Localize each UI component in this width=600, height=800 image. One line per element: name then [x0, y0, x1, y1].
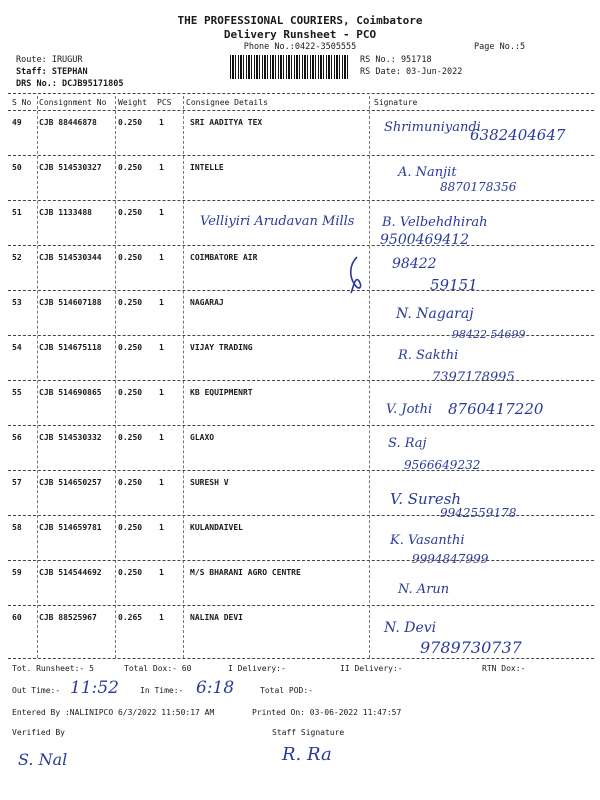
row-consignment: CJB 514530344: [39, 253, 102, 262]
col-separator: [369, 96, 370, 658]
row-divider: [8, 425, 594, 426]
row-pcs: 1: [159, 343, 164, 352]
row-consignee: SRI AADITYA TEX: [190, 118, 263, 127]
rs-number: RS No.: 951718: [360, 55, 432, 65]
row-pcs: 1: [159, 298, 164, 307]
row-weight: 0.250: [118, 298, 143, 307]
col-separator: [183, 96, 184, 658]
handwritten-scribble: [345, 255, 367, 295]
i-delivery: I Delivery:-: [228, 664, 286, 673]
row-consignment: CJB 88446878: [39, 118, 97, 127]
printed-on: Printed On: 03-06-2022 11:47:57: [252, 708, 402, 717]
row-consignee: M/S BHARANI AGRO CENTRE: [190, 568, 301, 577]
row-pcs: 1: [159, 163, 164, 172]
handwritten-in-time: 6:18: [196, 678, 235, 698]
handwritten-phone: 9994847999: [412, 552, 489, 566]
handwritten-phone: 98422: [392, 256, 437, 272]
row-consignee: KULANDAIVEL: [190, 523, 243, 532]
ii-delivery: II Delivery:-: [340, 664, 403, 673]
handwritten-signature: V. Suresh: [390, 490, 462, 508]
row-sno: 51: [12, 208, 22, 217]
row-divider: [8, 245, 594, 246]
handwritten-note: 59151: [430, 276, 478, 294]
row-weight: 0.265: [118, 613, 143, 622]
col-header-weight: Weight: [118, 98, 147, 107]
row-divider: [8, 200, 594, 201]
row-pcs: 1: [159, 253, 164, 262]
handwritten-phone: 9942559178: [440, 506, 517, 520]
handwritten-signature: N. Arun: [398, 582, 450, 597]
row-pcs: 1: [159, 208, 164, 217]
col-header-consignee: Consignee Details: [186, 98, 268, 107]
staff-signature: R. Ra: [282, 744, 332, 765]
handwritten-phone: 9500469412: [380, 232, 470, 248]
row-divider: [8, 335, 594, 336]
handwritten-phone: 6382404647: [470, 126, 566, 144]
barcode: [230, 55, 350, 79]
row-pcs: 1: [159, 118, 164, 127]
col-header-signature: Signature: [374, 98, 418, 107]
handwritten-phone: 98422 54699: [452, 328, 526, 341]
company-name: THE PROFESSIONAL COURIERS, Coimbatore: [177, 14, 423, 27]
total-dox: Total Dox:- 60: [124, 664, 192, 673]
row-consignment: CJB 514530327: [39, 163, 102, 172]
row-weight: 0.250: [118, 478, 143, 487]
row-consignment: CJB 514544692: [39, 568, 102, 577]
row-sno: 58: [12, 523, 22, 532]
handwritten-signature: N. Devi: [384, 620, 437, 636]
row-pcs: 1: [159, 568, 164, 577]
table-bottom-rule: [8, 658, 594, 659]
handwritten-consignee: Velliyiri Arudavan Mills: [200, 214, 355, 229]
table-top-rule: [8, 93, 594, 94]
row-consignee: SURESH V: [190, 478, 229, 487]
row-consignment: CJB 514650257: [39, 478, 102, 487]
col-header-consignment: Consignment No: [39, 98, 107, 107]
rtn-dox: RTN Dox:-: [482, 664, 526, 673]
row-weight: 0.250: [118, 523, 143, 532]
row-sno: 53: [12, 298, 22, 307]
route: Route: IRUGUR: [16, 55, 83, 65]
row-weight: 0.250: [118, 388, 143, 397]
row-consignment: CJB 514690865: [39, 388, 102, 397]
handwritten-signature: V. Jothi: [386, 402, 433, 417]
row-consignment: CJB 514659781: [39, 523, 102, 532]
col-separator: [115, 96, 116, 658]
row-consignee: NAGARAJ: [190, 298, 224, 307]
row-consignment: CJB 88525967: [39, 613, 97, 622]
phone-number: Phone No.:0422-3505555: [243, 42, 357, 52]
row-consignment: CJB 514530332: [39, 433, 102, 442]
row-divider: [8, 380, 594, 381]
handwritten-signature: K. Vasanthi: [390, 533, 465, 548]
row-sno: 59: [12, 568, 22, 577]
row-consignee: COIMBATORE AIR: [190, 253, 258, 262]
entered-by: Entered By :NALINIPCO 6/3/2022 11:50:17 AM: [12, 708, 215, 717]
row-sno: 50: [12, 163, 22, 172]
row-sno: 60: [12, 613, 22, 622]
handwritten-phone: 8760417220: [448, 400, 544, 418]
row-consignment: CJB 514675118: [39, 343, 102, 352]
col-header-pcs: PCS: [157, 98, 172, 107]
row-sno: 56: [12, 433, 22, 442]
handwritten-signature: Shrimuniyandi: [384, 120, 481, 135]
row-consignee: GLAXO: [190, 433, 215, 442]
row-pcs: 1: [159, 523, 164, 532]
row-divider: [8, 155, 594, 156]
in-time-label: In Time:-: [140, 686, 184, 695]
handwritten-out-time: 11:52: [70, 678, 119, 698]
row-consignee: NALINA DEVI: [190, 613, 243, 622]
handwritten-signature: S. Raj: [388, 436, 427, 451]
row-pcs: 1: [159, 478, 164, 487]
row-divider: [8, 515, 594, 516]
tot-runsheet: Tot. Runsheet:- 5: [12, 664, 94, 673]
verified-by-signature: S. Nal: [18, 750, 68, 769]
row-sno: 55: [12, 388, 22, 397]
row-sno: 49: [12, 118, 22, 127]
row-weight: 0.250: [118, 253, 143, 262]
row-consignee: VIJAY TRADING: [190, 343, 253, 352]
staff-signature-label: Staff Signature: [272, 728, 345, 737]
staff: Staff: STEPHAN: [16, 67, 88, 77]
handwritten-phone: 8870178356: [440, 180, 517, 194]
col-header-sno: S No: [12, 98, 32, 107]
row-weight: 0.250: [118, 433, 143, 442]
row-sno: 54: [12, 343, 22, 352]
row-weight: 0.250: [118, 208, 143, 217]
handwritten-phone: 9566649232: [404, 458, 481, 472]
row-sno: 57: [12, 478, 22, 487]
row-consignee: INTELLE: [190, 163, 224, 172]
handwritten-phone: 7397178995: [432, 370, 515, 385]
handwritten-phone: 9789730737: [420, 638, 522, 657]
page-number: Page No.:5: [474, 42, 526, 52]
row-divider: [8, 290, 594, 291]
row-consignment: CJB 514607188: [39, 298, 102, 307]
sheet-title: Delivery Runsheet - PCO: [223, 28, 377, 41]
total-pod: Total POD:-: [260, 686, 313, 695]
row-pcs: 1: [159, 388, 164, 397]
row-consignee: KB EQUIPMENRT: [190, 388, 253, 397]
rs-date: RS Date: 03-Jun-2022: [360, 67, 463, 77]
row-weight: 0.250: [118, 343, 143, 352]
row-consignment: CJB 1133488: [39, 208, 92, 217]
row-sno: 52: [12, 253, 22, 262]
handwritten-signature: N. Nagaraj: [396, 306, 474, 322]
row-weight: 0.250: [118, 568, 143, 577]
row-divider: [8, 560, 594, 561]
row-pcs: 1: [159, 433, 164, 442]
handwritten-signature: A. Nanjit: [398, 165, 457, 180]
row-pcs: 1: [159, 613, 164, 622]
handwritten-signature: B. Velbehdhirah: [382, 215, 488, 230]
handwritten-signature: R. Sakthi: [398, 348, 459, 363]
col-separator: [37, 96, 38, 658]
row-weight: 0.250: [118, 163, 143, 172]
out-time-label: Out Time:-: [12, 686, 61, 695]
row-weight: 0.250: [118, 118, 143, 127]
table-header-rule: [8, 110, 594, 111]
drs-number: DRS No.: DCJB95171805: [16, 79, 124, 89]
row-divider: [8, 470, 594, 471]
verified-by-label: Verified By: [12, 728, 65, 737]
row-divider: [8, 605, 594, 606]
